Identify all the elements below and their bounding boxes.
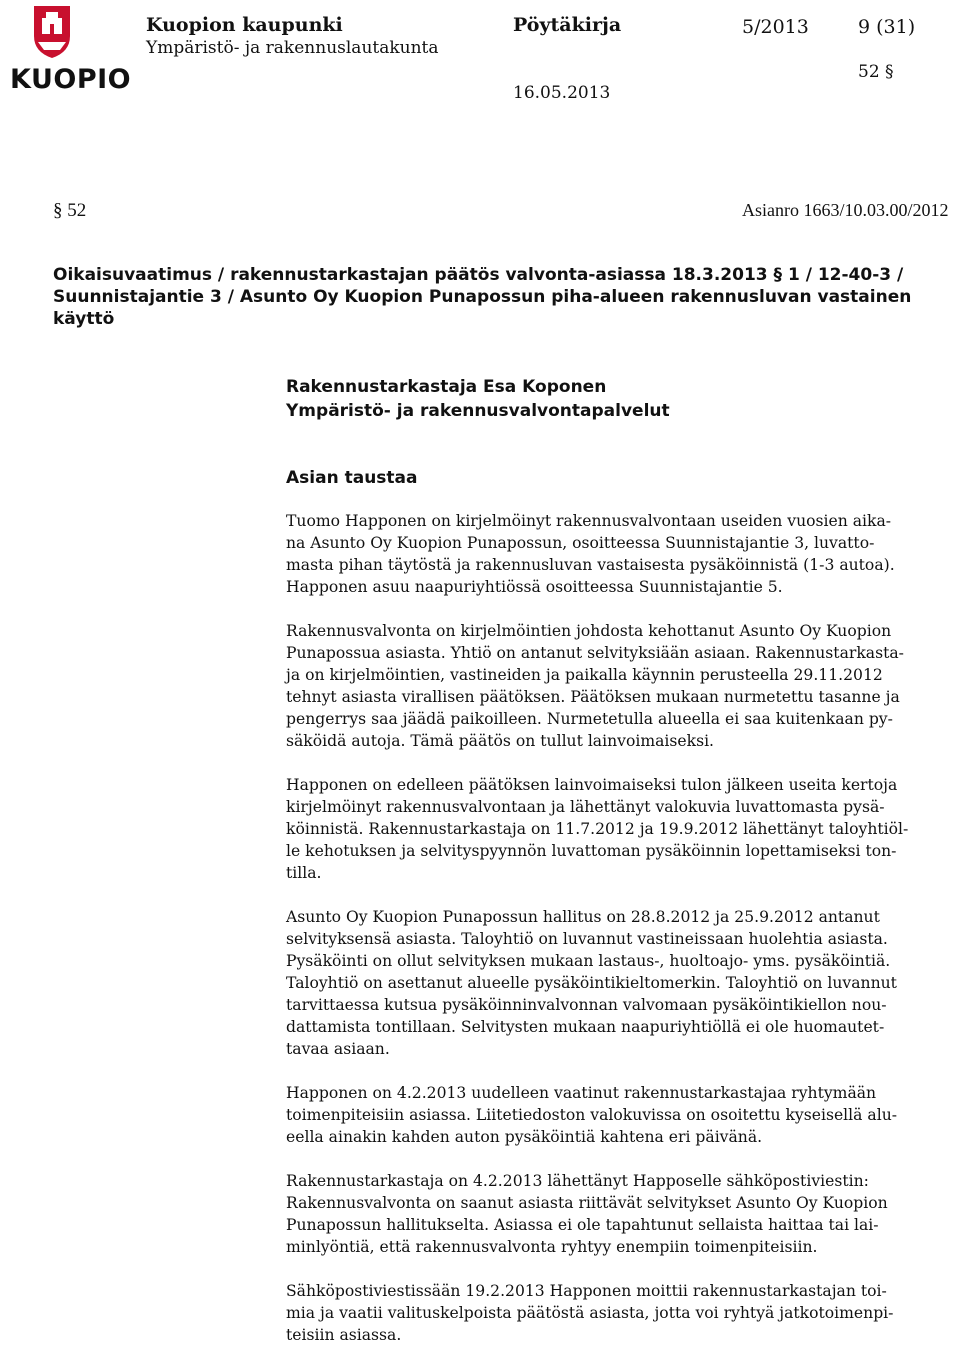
doc-type: Pöytäkirja	[513, 14, 622, 36]
page-number: 9 (31)	[858, 16, 916, 38]
org-name: Kuopion kaupunki	[146, 14, 343, 36]
paragraph: Rakennustarkastaja on 4.2.2013 lähettänyt Happoselle sähköpostiviestin: Rakennusvalvonta on saanut asiasta riittävät selvitykset Asunto Oy Kuopion Punapossun hallitukselta. Asiassa ei ole tapahtunut sellaista haittaa tai lai- minlyöntiä, että rakennusvalvonta ryhtyy enempiin toimenpiteisiin.	[286, 1172, 888, 1256]
meeting-date: 16.05.2013	[513, 83, 611, 103]
coat-of-arms-icon	[4, 2, 100, 62]
paragraph: Asunto Oy Kuopion Punapossun hallitus on 28.8.2012 ja 25.9.2012 antanut selvityksensä asiasta. Taloyhtiö on luvannut vastineissaan huolehtia asiasta. Pysäköinti on ollut selvityksen mukaan lastaus-, huoltoajo- yms. pysäköintiä. Taloyhtiö on asettanut alueelle pysäköintikieltomerkin. Taloyhtiö on luvannut tarvittaessa kutsua pysäköinninvalvonnan valvomaan pysäköintikiellon nou- dattamista tontillaan. Selvitysten mukaan naapuriyhtiöllä ei ole huomautet- tavaa asiaan.	[286, 908, 897, 1058]
paragraph: Sähköpostiviestissään 19.2.2013 Happonen moittii rakennustarkastajan toi- mia ja vaatii valituskelpoista päätöstä asiasta, jotta voi ryhtyä jatkotoimenpi- teisiin asiassa.	[286, 1282, 894, 1344]
kuopio-logo	[4, 2, 132, 96]
header-section: 52 §	[858, 62, 894, 82]
paragraph: Rakennusvalvonta on kirjelmöintien johdosta kehottanut Asunto Oy Kuopion Punapossua asiasta. Yhtiö on antanut selvityksiään asiaan. Rakennustarkasta- ja on kirjelmöintien, vastineiden ja paikalla käynnin perusteella 29.11.2012 tehnyt asiasta virallisen päätöksen. Päätöksen mukaan nurmetettu tasanne ja pengerrys saa jäädä paikoilleen. Nurmetetulla alueella ei saa kuitenkaan py- säköidä autoja. Tämä päätös on tullut lainvoimaiseksi.	[286, 622, 904, 750]
paragraph: Tuomo Happonen on kirjelmöinyt rakennusvalvontaan useiden vuosien aika- na Asunto Oy Kuopion Punapossun, osoitteessa Suunnistajantie 3, luvatto- masta pihan täytöstä ja rakennusluvan vastaisesta pysäköinnistä (1-3 autoa). Happonen asuu naapuriyhtiössä osoitteessa Suunnistajantie 5.	[286, 512, 895, 596]
paragraph: Happonen on 4.2.2013 uudelleen vaatinut rakennustarkastajaa ryhtymään toimenpiteisiin asiassa. Liitetiedoston valokuvissa on osoitettu kyseisellä alu- eella ainakin kahden auton pysäköintiä kahtena eri päivänä.	[286, 1084, 898, 1146]
logo-text: KUOPIO	[10, 64, 132, 95]
case-number: Asianro 1663/10.03.00/2012	[742, 200, 949, 220]
paragraph: Happonen on edelleen päätöksen lainvoimaiseksi tulon jälkeen useita kertoja kirjelmöinyt rakennusvalvontaan ja lähettänyt valokuvia luvattomasta pysä- köinnistä. Rakennustarkastaja on 11.7.2012 ja 19.9.2012 lähettänyt taloyhtiöl- le kehotuksen ja selvityspyynnön luvattoman pysäköinnin lopettamiseksi ton- tilla.	[286, 776, 909, 882]
presenter-name: Rakennustarkastaja Esa Koponen	[286, 377, 607, 397]
case-title: Oikaisuvaatimus / rakennustarkastajan päätös valvonta-asiassa 18.3.2013 § 1 / 12-40-3 / Suunnistajantie 3 / Asunto Oy Kuopion Punapossun piha-alueen rakennusluvan vastainen käyttö	[53, 265, 912, 329]
background-heading: Asian taustaa	[286, 468, 418, 488]
body-text	[286, 510, 956, 1368]
presenter-unit: Ympäristö- ja rakennusvalvontapalvelut	[286, 401, 670, 421]
meeting-number: 5/2013	[742, 16, 809, 38]
board-name: Ympäristö- ja rakennuslautakunta	[146, 38, 439, 58]
case-section: § 52	[53, 200, 87, 221]
